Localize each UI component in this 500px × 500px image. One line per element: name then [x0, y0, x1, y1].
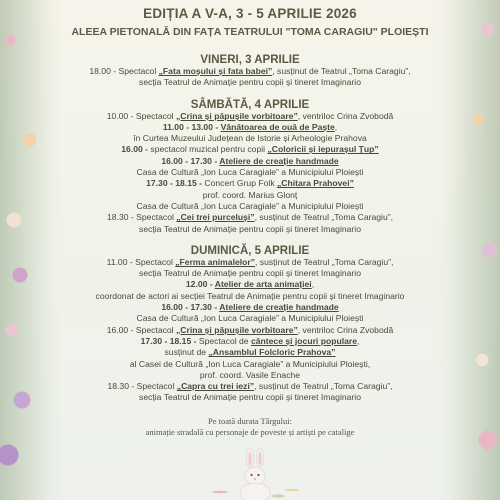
schedule-text: „Crina și păpușile vorbitoare”: [175, 110, 298, 121]
day-lines-sunday: [0, 257, 500, 404]
schedule-text: 16.00 -: [121, 144, 151, 155]
schedule-text: ,: [357, 335, 360, 346]
schedule-text: , susținut de Teatrul „Toma Caragiu”,: [254, 381, 393, 392]
schedule-text: secția Teatrul de Animație pentru copii și tineret Imaginario: [139, 223, 361, 234]
schedule-line: [0, 144, 500, 155]
schedule-text: 16.00 - Spectacol: [106, 324, 176, 335]
schedule-text: secția Teatrul de Animație pentru copii și tineret Imaginario: [139, 77, 361, 88]
schedule-text: ,: [311, 279, 315, 290]
schedule-text: Casa de Cultură „Ion Luca Caragiale” a Municipiului Ploiești: [136, 167, 364, 178]
schedule-text: Concert Grup Folk: [204, 178, 277, 189]
schedule-line: [0, 370, 500, 381]
schedule-text: ,: [334, 121, 338, 132]
schedule-line: [0, 77, 500, 88]
schedule-line: [0, 359, 500, 370]
schedule-text: „Cei trei purceluși”: [176, 212, 255, 223]
schedule-line: [0, 313, 500, 324]
schedule-text: 10.00 - Spectacol: [106, 110, 176, 121]
schedule-text: „Ansamblul Folcloric Prahova”: [208, 347, 336, 358]
edition-heading: EDIȚIA A V-A, 3 - 5 APRILIE 2026: [143, 6, 357, 21]
schedule-text: Atelier de arta animației: [214, 279, 312, 290]
schedule-text: coordonat de actori ai secției Teatrul de Animație pentru copii și tineret Imaginario: [95, 290, 405, 301]
bunny-illustration: [234, 448, 278, 500]
schedule-line: [0, 167, 500, 178]
schedule-text: , ventriloc Crina Zvobodă: [297, 324, 394, 335]
schedule-line: [0, 122, 500, 133]
schedule-line: [0, 381, 500, 392]
schedule-line: [0, 392, 500, 403]
schedule-text: 11.00 - Spectacol: [106, 256, 176, 267]
schedule-line: [0, 257, 500, 268]
schedule-text: „Coloricii și iepurașul Țup”: [267, 144, 379, 155]
schedule-text: 12.00 -: [185, 279, 215, 290]
schedule-line: [0, 111, 500, 122]
schedule-line: [0, 178, 500, 189]
schedule-text: Casa de Cultură „Ion Luca Caragiale” a Municipiului Ploiești: [136, 200, 364, 211]
schedule-line: [0, 190, 500, 201]
schedule-line: [0, 156, 500, 167]
day-title-saturday: SÂMBĂTĂ, 4 APRILIE: [190, 98, 310, 111]
schedule-text: cântece și jocuri populare: [250, 335, 357, 346]
schedule-text: , susținut de Teatrul „Toma Caragiu”,: [272, 66, 411, 76]
schedule-line: [0, 336, 500, 347]
schedule-text: , ventriloc Crina Zvobodă: [297, 110, 394, 121]
schedule-line: [0, 347, 500, 358]
schedule-text: Ateliere de creație handmade: [219, 155, 339, 166]
day-lines-saturday: [0, 111, 500, 235]
schedule-line: [0, 268, 500, 279]
schedule-line: [0, 201, 500, 212]
day-title-friday: VINERI, 3 APRILIE: [200, 54, 300, 66]
schedule-text: „Ferma animalelor”: [175, 256, 256, 267]
schedule-text: 16.00 - 17.30 -: [161, 302, 220, 313]
schedule-line: [0, 302, 500, 313]
footer-line: animație stradală cu personaje de poveste și artiști pe catalige: [145, 426, 355, 437]
schedule-text: 11.00 - 13.00 -: [162, 121, 221, 132]
schedule-text: , susținut de Teatrul „Toma Caragiu”,: [254, 212, 393, 223]
venue-heading: ALEEA PIETONALĂ DIN FAȚA TEATRULUI "TOMA CARAGIU" PLOIEȘTI: [71, 26, 429, 38]
schedule-text: 18.00 - Spectacol: [89, 66, 159, 76]
schedule-text: Spectacol de: [198, 335, 251, 346]
schedule-text: al Casei de Cultură „Ion Luca Caragiale” a Municipiului Ploiești,: [129, 358, 371, 369]
schedule-text: „Crina și păpușile vorbitoare”: [175, 324, 298, 335]
schedule-text: 16.00 - 17.30 -: [161, 155, 220, 166]
schedule-text: în Curtea Muzeului Județean de Istorie și Arheologie Prahova: [133, 133, 367, 144]
schedule-text: susținut de: [164, 347, 209, 358]
schedule-text: , susținut de Teatrul „Toma Caragiu”,: [255, 256, 394, 267]
footer-note: [0, 416, 500, 438]
schedule-text: secția Teatrul de Animație pentru copii și tineret Imaginario: [139, 268, 361, 279]
schedule-text: „Capra cu trei iezi”: [176, 381, 255, 392]
schedule-text: Ateliere de creație handmade: [219, 302, 339, 313]
schedule-text: 17.30 - 18.15 -: [140, 335, 199, 346]
schedule-text: secția Teatrul de Animație pentru copii și tineret Imaginario: [139, 392, 361, 403]
schedule-line: [0, 291, 500, 302]
schedule-text: 17.30 - 18.15 -: [146, 178, 205, 189]
schedule-line: [0, 133, 500, 144]
schedule-line: [0, 212, 500, 223]
footer-line: Pe toată durata Târgului:: [208, 415, 292, 426]
schedule-text: 18.30 - Spectacol: [107, 381, 177, 392]
schedule-text: prof. coord. Marius Glonț: [202, 189, 298, 200]
schedule-text: „Fata moșului și fata babei”: [158, 66, 273, 76]
schedule-text: spectacol muzical pentru copii: [150, 144, 268, 155]
schedule-text: 18.30 - Spectacol: [107, 212, 177, 223]
schedule-line: [0, 279, 500, 290]
schedule-text: „Chitara Prahovei”: [277, 178, 354, 189]
schedule-line: [0, 66, 500, 77]
day-lines-friday: [0, 66, 500, 89]
schedule-line: [0, 224, 500, 235]
schedule-text: prof. coord. Vasile Enache: [199, 369, 301, 380]
day-title-sunday: DUMINICĂ, 5 APRILIE: [190, 244, 310, 257]
schedule-text: Vânătoarea de ouă de Paște: [220, 121, 335, 132]
schedule-line: [0, 325, 500, 336]
schedule-text: Casa de Cultură „Ion Luca Caragiale” a Municipiului Ploiești: [136, 313, 364, 324]
